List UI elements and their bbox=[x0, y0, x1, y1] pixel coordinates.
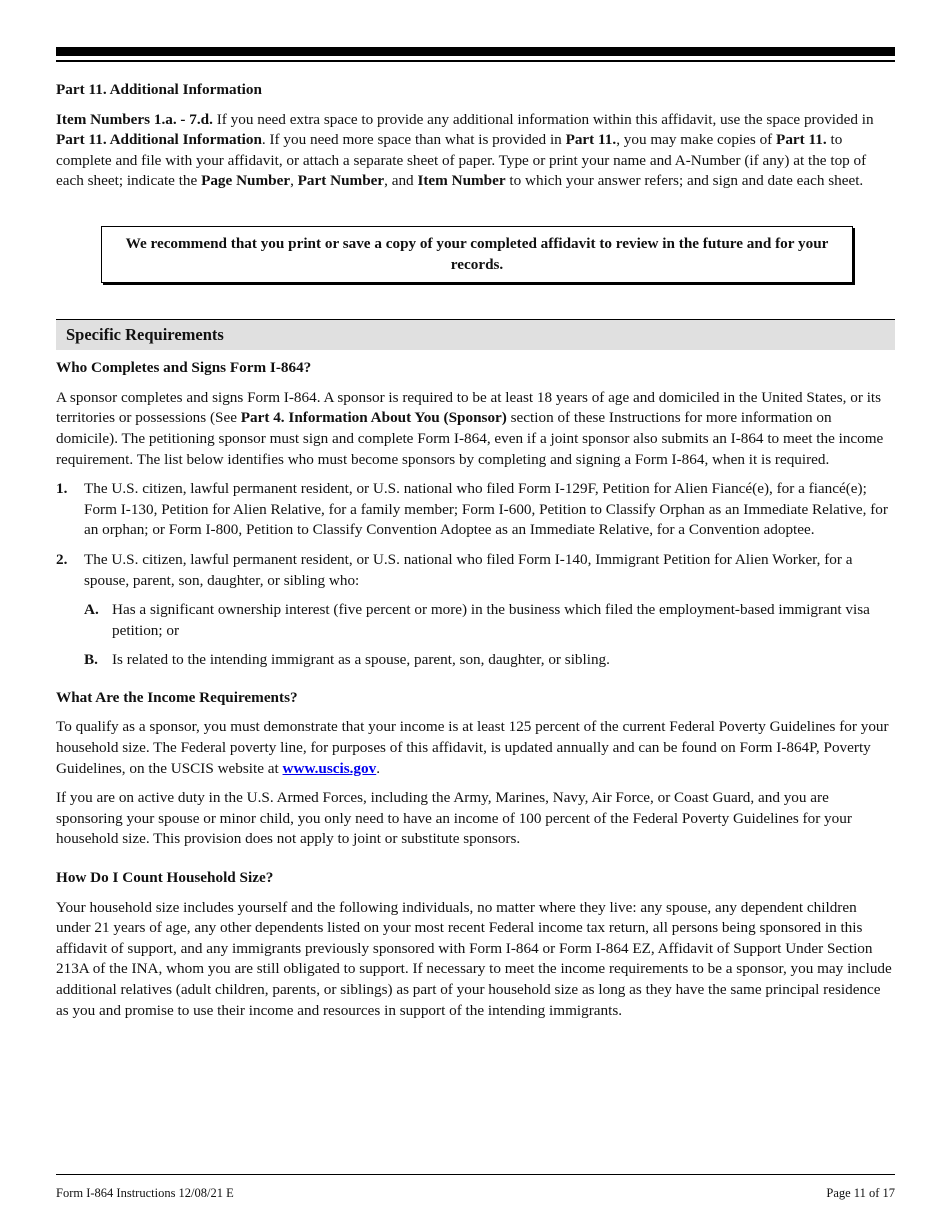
income-paragraph-1 bbox=[56, 717, 895, 779]
text: A sponsor completes and signs Form I-864. A sponsor is required to be at least 18 years of age and domiciled in the United States, or its territories or possessions (See bbox=[56, 388, 882, 427]
footer-page-number: Page 11 of 17 bbox=[826, 1186, 895, 1200]
sub-list-letter: A. bbox=[84, 601, 99, 619]
footer-form-info: Form I-864 Instructions 12/08/21 E bbox=[56, 1186, 234, 1200]
footer-rule bbox=[56, 1174, 895, 1175]
bold-text: Item Number bbox=[417, 172, 506, 190]
header-rule-thick bbox=[56, 47, 895, 56]
page-content bbox=[56, 80, 895, 1021]
text: . If you need more space than what is provided in bbox=[261, 131, 566, 149]
bold-text: Part Number bbox=[297, 172, 385, 190]
recommendation-callout: We recommend that you print or save a copy of your completed affidavit to review in the future and for your records. bbox=[101, 226, 853, 283]
text: , bbox=[290, 172, 298, 190]
text: , and bbox=[384, 172, 418, 190]
header-rule-thin bbox=[56, 60, 895, 62]
income-paragraph-2: If you are on active duty in the U.S. Armed Forces, including the Army, Marines, Navy, Air Force, or Coast Guard, and you are sponsoring your spouse or minor child, you only need to have an income of 100 percent of the Federal Poverty Guidelines for your household size. This provision does not apply to joint or substitute sponsors. bbox=[56, 789, 852, 848]
text: , you may make copies of bbox=[616, 131, 777, 149]
list-item bbox=[56, 550, 895, 671]
list-item bbox=[56, 479, 895, 541]
sub-list-letter: B. bbox=[84, 651, 98, 669]
income-text-end: . bbox=[376, 759, 380, 777]
uscis-website-link[interactable]: www.uscis.gov bbox=[282, 759, 377, 777]
who-heading: Who Completes and Signs Form I-864? bbox=[56, 359, 312, 377]
sub-list-text: Is related to the intending immigrant as a spouse, parent, son, daughter, or sibling. bbox=[112, 651, 610, 669]
text: section of these Instructions for more information on domicile). The petitioning sponsor must sign and complete Form I-864, even if a joint sponsor also submits an I-864 to meet the income requirement. The list below identifies who must become sponsors by completing and signing a Form I-864, when it is required. bbox=[56, 409, 884, 468]
household-heading: How Do I Count Household Size? bbox=[56, 869, 274, 887]
sub-list-text: Has a significant ownership interest (five percent or more) in the business which filed the employment-based immigrant visa petition; or bbox=[112, 601, 870, 639]
list-text: The U.S. citizen, lawful permanent resident, or U.S. national who filed Form I-129F, Petition for Alien Fiancé(e), for a fiancé(e); Form I-130, Petition for Alien Relative, for a family member; Form I-600, Petition to Classify Orphan as an Immediate Relative, for an orphan; or Form I-800, Petition to Classify Convention Adoptee as an Immediate Relative, for a Convention adoptee. bbox=[84, 480, 888, 539]
bold-text: Page Number bbox=[201, 172, 291, 190]
section-header-specific-requirements: Specific Requirements bbox=[56, 319, 895, 350]
text: If you need extra space to provide any additional information within this affidavit, use the space provided in bbox=[212, 110, 874, 128]
income-heading: What Are the Income Requirements? bbox=[56, 688, 298, 706]
text: to complete and file with your affidavit, or attach a separate sheet of paper. Type or print your name and A-Number (if any) at the top of each sheet; indicate the bbox=[56, 131, 867, 190]
sub-list-item bbox=[84, 650, 895, 671]
list-number: 2. bbox=[56, 550, 68, 568]
household-paragraph: Your household size includes yourself and the following individuals, no matter where they live: any spouse, any dependent children under 21 years of age, any other dependents listed on your most recent Federal income tax return, all persons being sponsored in this affidavit of support, and any immigrants previously sponsored with Form I-864 or Form I-864 EZ, Affidavit of Support Under Section 213A of the INA, whom you are still obligated to support. If necessary to meet the income requirements to be a sponsor, you may include additional relatives (adult children, parents, or siblings) as part of your household size as long as they have the same principal residence as you and promise to use their income and resources in support of the intending immigrants. bbox=[56, 898, 892, 1019]
part11-paragraph bbox=[56, 110, 895, 192]
list-number: 1. bbox=[56, 480, 68, 498]
bold-text: Part 11. bbox=[565, 131, 617, 149]
bold-text: Part 11. bbox=[776, 131, 827, 149]
text: to which your answer refers; and sign and date each sheet. bbox=[505, 172, 864, 190]
bold-text: Part 11. Additional Information bbox=[56, 131, 262, 149]
list-text: The U.S. citizen, lawful permanent resident, or U.S. national who filed Form I-140, Immigrant Petition for Alien Worker, for a spouse, parent, son, daughter, or sibling who: bbox=[84, 550, 853, 589]
part11-heading: Part 11. Additional Information bbox=[56, 81, 262, 98]
sub-list-item bbox=[84, 600, 895, 641]
who-paragraph bbox=[56, 388, 895, 470]
income-text: To qualify as a sponsor, you must demonstrate that your income is at least 125 percent of the current Federal Poverty Guidelines for your household size. The Federal poverty line, for purposes of this affidavit, is updated annually and can be found on Form I-864P, Poverty Guidelines, on the USCIS website at bbox=[56, 718, 889, 777]
bold-text: Part 4. Information About You (Sponsor) bbox=[240, 409, 507, 427]
bold-text: Item Numbers 1.a. - 7.d. bbox=[56, 110, 213, 128]
